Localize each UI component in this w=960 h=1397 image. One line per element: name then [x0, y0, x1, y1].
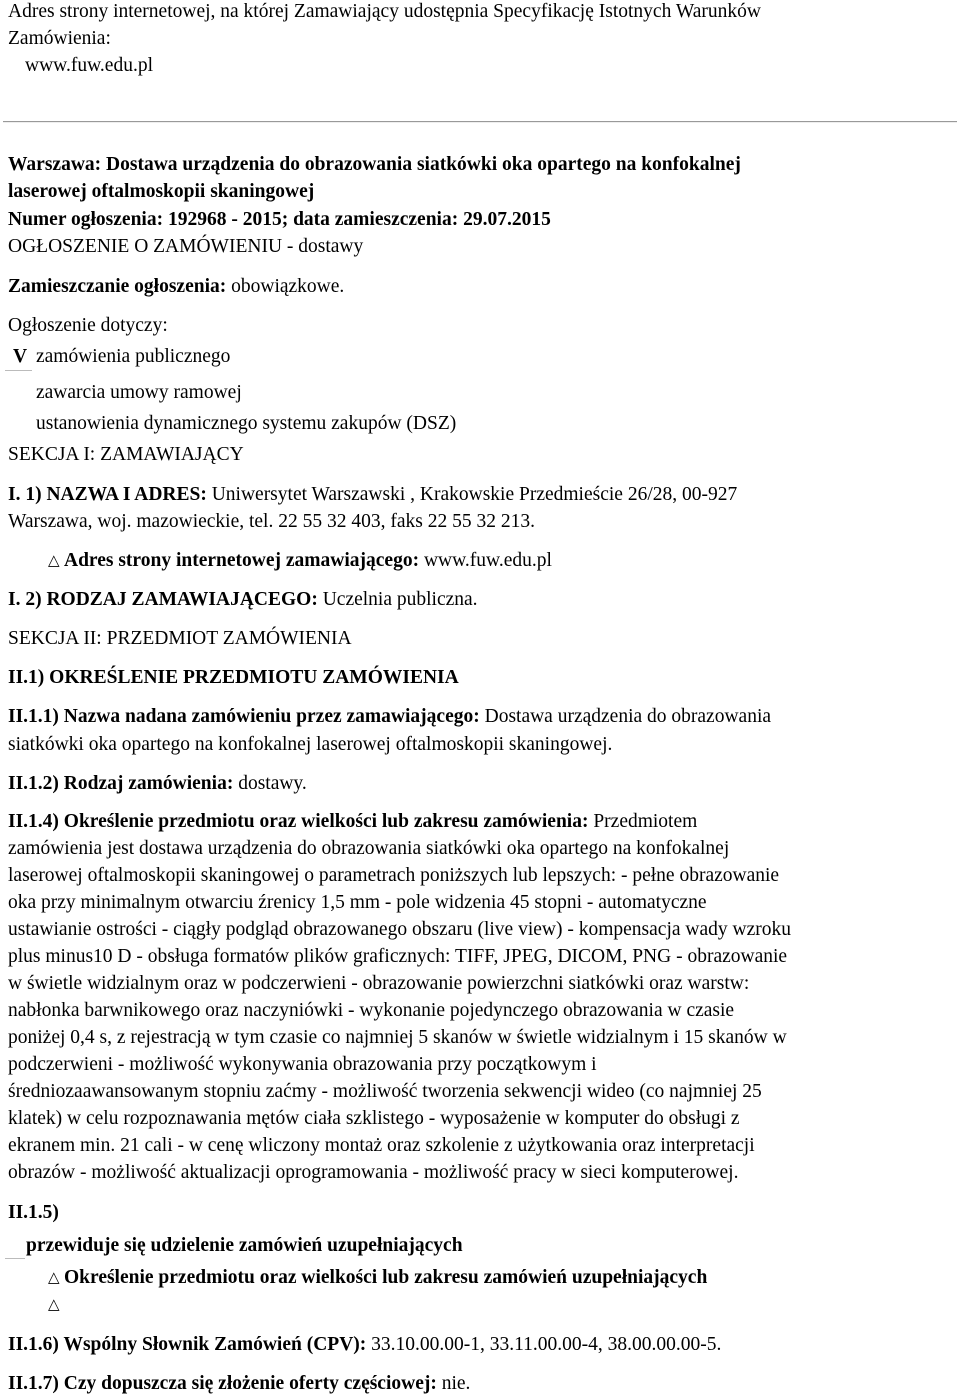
- description-line: laserowej oftalmoskopii skaningowej o parametrach poniższych lub lepszych: - pełne obrazowanie: [8, 865, 780, 886]
- checkbox-supplementary: [5, 1236, 25, 1259]
- client-type-label: I. 2) RODZAJ ZAMAWIAJĄCEGO:: [8, 589, 318, 610]
- cpv-value: 33.10.00.00-1, 33.11.00.00-4, 38.00.00.00-5.: [366, 1334, 722, 1355]
- order-name-line-1: [8, 703, 771, 730]
- description-line: ustawianie ostrości - ciągły podgląd obrazowanego obszaru (live view) - kompensacja wady wzroku: [8, 919, 791, 940]
- order-name-label: II.1.1) Nazwa nadana zamówieniu przez zamawiającego:: [8, 706, 480, 727]
- option-dps: ustanowienia dynamicznego systemu zakupów (DSZ): [36, 413, 457, 434]
- checkbox-public-order: [5, 346, 32, 371]
- client-type-value: Uczelnia publiczna.: [317, 589, 478, 610]
- notice-number: Numer ogłoszenia: 192968 - 2015; data zamieszczenia: 29.07.2015: [8, 209, 551, 230]
- address-value: Uniwersytet Warszawski , Krakowskie Przedmieście 26/28, 00-927: [206, 484, 738, 505]
- item-5-label: II.1.5): [8, 1202, 59, 1223]
- intro-line-2: Zamówienia:: [8, 28, 111, 49]
- option-public-order: zamówienia publicznego: [36, 346, 231, 367]
- description-line: ekranem min. 21 cali - w cenę wliczony montaż oraz szkolenie z użytkowania oraz interpretacji: [8, 1135, 755, 1156]
- option-framework-agreement: zawarcia umowy ramowej: [36, 382, 242, 403]
- siwz-url: www.fuw.edu.pl: [25, 55, 153, 76]
- placement-label: Zamieszczanie ogłoszenia:: [8, 276, 227, 297]
- supplementary-scope-label: Określenie przedmiotu oraz wielkości lub zakresu zamówień uzupełniających: [64, 1267, 708, 1288]
- notice-type: OGŁOSZENIE O ZAMÓWIENIU - dostawy: [8, 236, 364, 257]
- partial-offer-label: II.1.7) Czy dopuszcza się złożenie oferty częściowej:: [8, 1373, 437, 1394]
- placement-value: obowiązkowe.: [226, 276, 345, 297]
- description-line: poniżej 0,4 s, z rejestracją w tym czasie co najmniej 5 skanów w świetle widzialnym i 15 skanów w: [8, 1027, 787, 1048]
- order-kind-value: dostawy.: [233, 773, 307, 794]
- triangle-outline-icon: △: [48, 1297, 60, 1313]
- address-label: I. 1) NAZWA I ADRES:: [8, 484, 207, 505]
- triangle-outline-icon: △: [48, 1270, 60, 1286]
- notice-title-line-1: Warszawa: Dostawa urządzenia do obrazowania siatkówki oka opartego na konfokalnej: [8, 154, 741, 175]
- subject-heading: II.1) OKREŚLENIE PRZEDMIOTU ZAMÓWIENIA: [8, 667, 459, 688]
- partial-offer-value: nie.: [436, 1373, 471, 1394]
- placement-row: [8, 273, 344, 300]
- address-line-2: Warszawa, woj. mazowieckie, tel. 22 55 32 403, faks 22 55 32 213.: [8, 511, 535, 532]
- description-line: plus minus10 D - obsługa formatów plików graficznych: TIFF, JPEG, DICOM, PNG - obrazowanie: [8, 946, 788, 967]
- description-line: nabłonka barwnikowego oraz naczyniówki - wykonanie pojedynczego obrazowania w czasie: [8, 1000, 735, 1021]
- description-line: średniozaawansowanym stopniu zaćmy - możliwość tworzenia sekwencji wideo (co najmniej 25: [8, 1081, 762, 1102]
- description-label: II.1.4) Określenie przedmiotu oraz wielkości lub zakresu zamówienia:: [8, 811, 589, 832]
- description-line: podczerwieni - możliwość wykonywania obrazowania przy początkowym i: [8, 1054, 597, 1075]
- website-label: Adres strony internetowej zamawiającego:: [64, 550, 420, 571]
- triangle-outline-icon: △: [48, 553, 60, 569]
- website-row: [48, 547, 552, 575]
- address-line-1: [8, 481, 737, 508]
- client-type-row: [8, 586, 478, 613]
- order-name-line-2: siatkówki oka opartego na konfokalnej laserowej oftalmoskopii skaningowej.: [8, 734, 613, 755]
- description-line: obrazów - możliwość aktualizacji oprogramowania - możliwość pracy w sieci komputerowej.: [8, 1162, 739, 1183]
- notice-title-line-2: laserowej oftalmoskopii skaningowej: [8, 181, 315, 202]
- description-line: w świetle widzialnym oraz w podczerwieni - obrazowanie powierzchni siatkówki oraz warstw:: [8, 973, 750, 994]
- check-mark: V: [13, 346, 28, 367]
- website-value: www.fuw.edu.pl: [419, 550, 552, 571]
- description-line: zamówienia jest dostawa urządzenia do obrazowania siatkówki oka opartego na konfokalnej: [8, 838, 730, 859]
- section-2-heading: SEKCJA II: PRZEDMIOT ZAMÓWIENIA: [8, 628, 352, 649]
- description-start: Przedmiotem: [588, 811, 698, 832]
- supplementary-scope-row: [48, 1264, 707, 1292]
- cpv-label: II.1.6) Wspólny Słownik Zamówień (CPV):: [8, 1334, 367, 1355]
- supplementary-option: przewiduje się udzielenie zamówień uzupełniających: [26, 1235, 463, 1256]
- description-line: klatek) w celu rozpoznawania mętów ciała szklistego - wyposażenie w komputer do obsługi z: [8, 1108, 740, 1129]
- divider: [3, 121, 957, 123]
- empty-bullet-row: [48, 1291, 64, 1319]
- intro-line-1: Adres strony internetowej, na której Zamawiający udostępnia Specyfikację Istotnych Warunków: [8, 1, 761, 22]
- concerns-label: Ogłoszenie dotyczy:: [8, 315, 168, 336]
- order-kind-row: [8, 770, 307, 797]
- section-1-heading: SEKCJA I: ZAMAWIAJĄCY: [8, 444, 244, 465]
- cpv-row: [8, 1331, 721, 1358]
- order-name-value: Dostawa urządzenia do obrazowania: [479, 706, 772, 727]
- order-kind-label: II.1.2) Rodzaj zamówienia:: [8, 773, 234, 794]
- partial-offer-row: [8, 1370, 470, 1397]
- description-line: oka przy minimalnym otwarciu źrenicy 1,5 mm - pole widzenia 45 stopni - automatyczne: [8, 892, 707, 913]
- description-line-1: [8, 808, 697, 835]
